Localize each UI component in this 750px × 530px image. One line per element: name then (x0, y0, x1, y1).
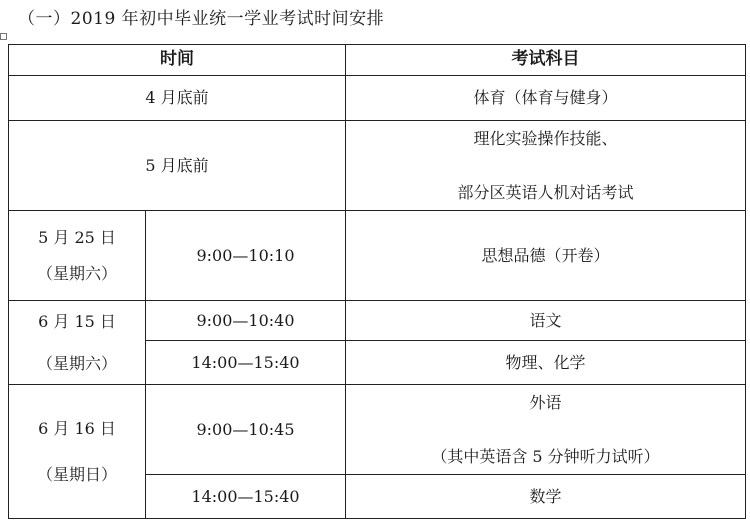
table-anchor-icon[interactable] (0, 33, 7, 40)
table-row (9, 121, 746, 211)
header-subject: 考试科目 (346, 45, 746, 76)
date-cell: 5 月底前 (9, 121, 346, 211)
subject-line: 理化实验操作技能、 (473, 128, 618, 148)
subject-cell (346, 385, 746, 475)
table-header-row (9, 45, 746, 76)
subject-cell: 物理、化学 (346, 341, 746, 385)
subject-cell (346, 121, 746, 211)
header-time: 时间 (9, 45, 346, 76)
subject-cell: 数学 (346, 475, 746, 519)
date-cell: 4 月底前 (9, 76, 346, 121)
time-cell: 14:00—15:40 (146, 475, 346, 519)
date-text: 5 月 25 日 (38, 227, 116, 247)
weekday-text: （星期六） (36, 353, 117, 373)
time-cell: 9:00—10:45 (146, 385, 346, 475)
weekday-text: （星期日） (36, 464, 117, 484)
time-cell: 14:00—15:40 (146, 341, 346, 385)
table-row (9, 76, 746, 121)
weekday-text: （星期六） (36, 263, 117, 283)
date-text: 6 月 15 日 (38, 311, 116, 331)
date-cell (9, 385, 146, 519)
subject-line: 部分区英语人机对话考试 (457, 182, 634, 202)
subject-cell: 思想品德（开卷） (346, 211, 746, 301)
time-cell: 9:00—10:40 (146, 301, 346, 341)
date-cell (9, 211, 146, 301)
subject-line: （其中英语含 5 分钟听力试听） (431, 446, 660, 466)
table-row (9, 211, 746, 301)
subject-cell: 语文 (346, 301, 746, 341)
exam-schedule-table (8, 44, 746, 519)
page-title: （一）2019 年初中毕业统一学业考试时间安排 (18, 9, 385, 29)
table-row (9, 301, 746, 341)
table-row (9, 385, 746, 475)
subject-line: 外语 (529, 392, 562, 412)
subject-cell: 体育（体育与健身） (346, 76, 746, 121)
date-cell (9, 301, 146, 385)
time-cell: 9:00—10:10 (146, 211, 346, 301)
date-text: 6 月 16 日 (38, 418, 116, 438)
